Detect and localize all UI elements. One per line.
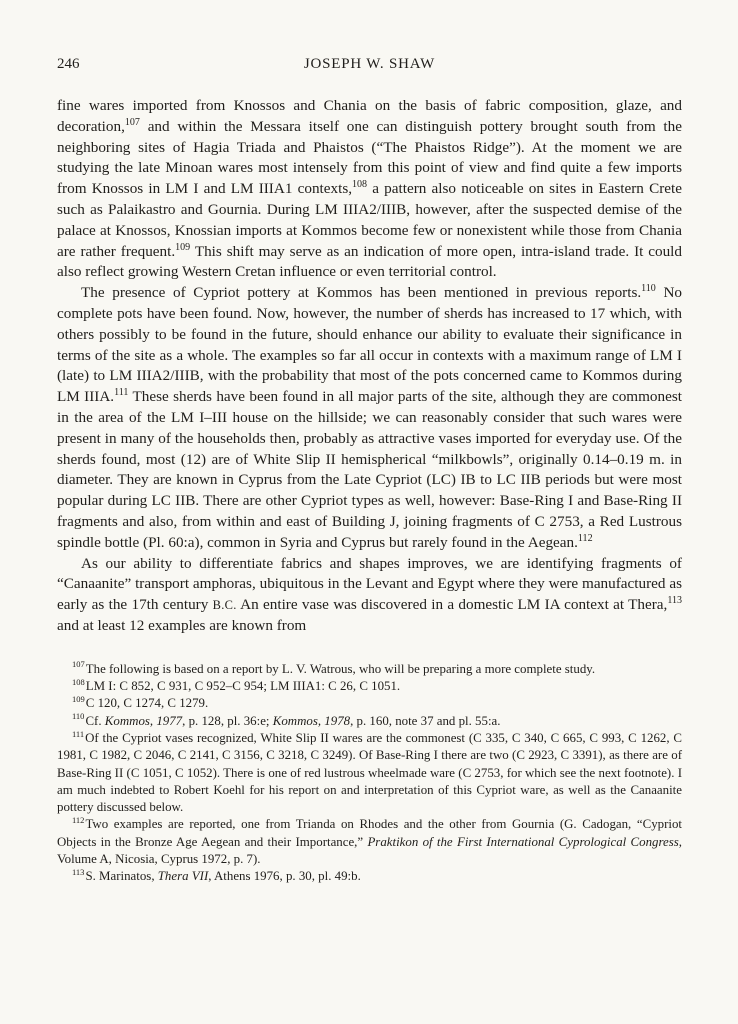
footnote-number: 111 bbox=[72, 728, 85, 739]
footnote-number: 108 bbox=[72, 676, 85, 687]
footnotes-section bbox=[57, 661, 682, 886]
body-text bbox=[57, 96, 682, 637]
footnote-ref: 112 bbox=[577, 532, 593, 544]
footnote-number: 107 bbox=[72, 659, 85, 670]
italic-citation: Praktikon of the First International Cyprological Congress bbox=[367, 834, 679, 849]
italic-citation: Kommos, 1977 bbox=[104, 713, 183, 728]
footnote-number: 110 bbox=[72, 711, 85, 722]
footnote: $^{111}$Of the Cypriot vases recognized, White Slip II wares are the commonest (C 335, C 340, C 665, C 993, C 1262, C 1981, C 1982, C 2046, C 2141, C 3156, C 3218, C 3249). Of Base-Ring I there are two (C 2923, C 3391), as there are of Base-Ring II (C 1051, C 1052). There is one of red lustrous wheelmade ware (C 2753, for which see the next footnote). I am much indebted to Robert Koehl for his report on and interpretation of this Cypriot ware, as well as the Canaanite pottery discussed below. bbox=[57, 728, 682, 815]
running-head: JOSEPH W. SHAW bbox=[303, 56, 436, 72]
body-paragraph: As our ability to differentiate fabrics and shapes improves, we are identifying fragments of “Canaanite” transport amphoras, ubiquitous in the Levant and Egypt where they were manufactured as early as the 17th century B.C. An entire vase was discovered in a domestic LM IA context at Thera,$^{113}$ and at least 12 examples are known from bbox=[57, 554, 682, 634]
footnote: $^{107}$The following is based on a report by L. V. Watrous, who will be preparing a more complete study. bbox=[72, 659, 596, 676]
footnote: $^{112}$Two examples are reported, one from Trianda on Rhodes and the other from Gournia (G. Cadogan, “Cypriot Objects in the Bronze Age Aegean and their Importance,” Praktikon of the First International Cyprological Congress, Volume A, Nicosia, Cyprus 1972, p. 7). bbox=[57, 815, 682, 866]
footnote-number: 113 bbox=[72, 866, 85, 877]
italic-citation: Thera VII bbox=[157, 869, 209, 884]
footnote-ref: 109 bbox=[175, 241, 191, 253]
small-caps-text: B.C. bbox=[212, 598, 237, 613]
footnote-ref: 111 bbox=[114, 387, 129, 399]
footnote: $^{113}$S. Marinatos, Thera VII, Athens 1976, p. 30, pl. 49:b. bbox=[72, 866, 361, 884]
footnote: $^{108}$LM I: C 852, C 931, C 952–C 954; LM IIIA1: C 26, C 1051. bbox=[72, 676, 401, 694]
page-number: 246 bbox=[57, 56, 80, 72]
footnote-ref: 108 bbox=[352, 179, 368, 191]
footnote-number: 109 bbox=[72, 694, 85, 705]
footnote: $^{109}$C 120, C 1274, C 1279. bbox=[72, 694, 209, 711]
footnote-ref: 110 bbox=[641, 283, 656, 295]
footnote-number: 112 bbox=[72, 815, 85, 826]
body-paragraph: fine wares imported from Knossos and Chania on the basis of fabric composition, glaze, and decoration,$^{107}$ and within the Messara itself one can distinguish pottery brought south from the neighboring sites of Hagia Triada and Phaistos (“The Phaistos Ridge”). At the moment we are studying the late Minoan wares most intensely from this point of view and find quite a few imports from Knossos in LM I and LM IIIA1 contexts,$^{108}$ a pattern also noticeable on sites in Eastern Crete such as Palaikastro and Gournia. During LM IIIA2/IIIB, however, after the suspected demise of the palace at Knossos, Knossian imports at Kommos become few or nonexistent while those from Chania are rather frequent.$^{109}$ This shift may serve as an indication of more open, intra-island trade. It could also reflect growing Western Cretan influence or even territorial control. bbox=[57, 97, 682, 281]
footnote: $^{110}$Cf. Kommos, 1977, p. 128, pl. 36:e; Kommos, 1978, p. 160, note 37 and pl. 55:a. bbox=[72, 711, 501, 728]
italic-citation: Kommos, 1978 bbox=[272, 713, 351, 728]
footnote-ref: 107 bbox=[124, 116, 140, 128]
footnote-ref: 113 bbox=[667, 595, 682, 607]
page-header bbox=[57, 56, 682, 76]
body-paragraph: The presence of Cypriot pottery at Kommos has been mentioned in previous reports.$^{110}$ No complete pots have been found. Now, however, the number of sherds has increased to 17 which, with others possibly to be found in the future, should enhance our ability to evaluate their significance in terms of the site as a whole. The examples so far all occur in contexts with a maximum range of LM I (late) to LM IIIA2/IIIB, with the probability that most of the pots concerned came to Kommos during LM IIIA.$^{111}$ These sherds have been found in all major parts of the site, although they are commonest in the area of the LM I–III house on the hillside; we can reasonably consider that such wares were present in many of the households then, probably as attractive vases imported for everyday use. Of the sherds found, most (12) are of White Slip II hemispherical “milkbowls”, originally 0.14–0.19 m. in diameter. They are known in Cyprus from the Late Cypriot (LC) IB to LC IIB periods but were most popular during LC IIB. There are other Cypriot types as well, however: Base-Ring I and Base-Ring II fragments and also, from within and east of Building J, joining fragments of C 2753, a Red Lustrous spindle bottle (Pl. 60:a), common in Syria and Cyprus but rarely found in the Aegean.$^{112}$ bbox=[57, 283, 683, 551]
